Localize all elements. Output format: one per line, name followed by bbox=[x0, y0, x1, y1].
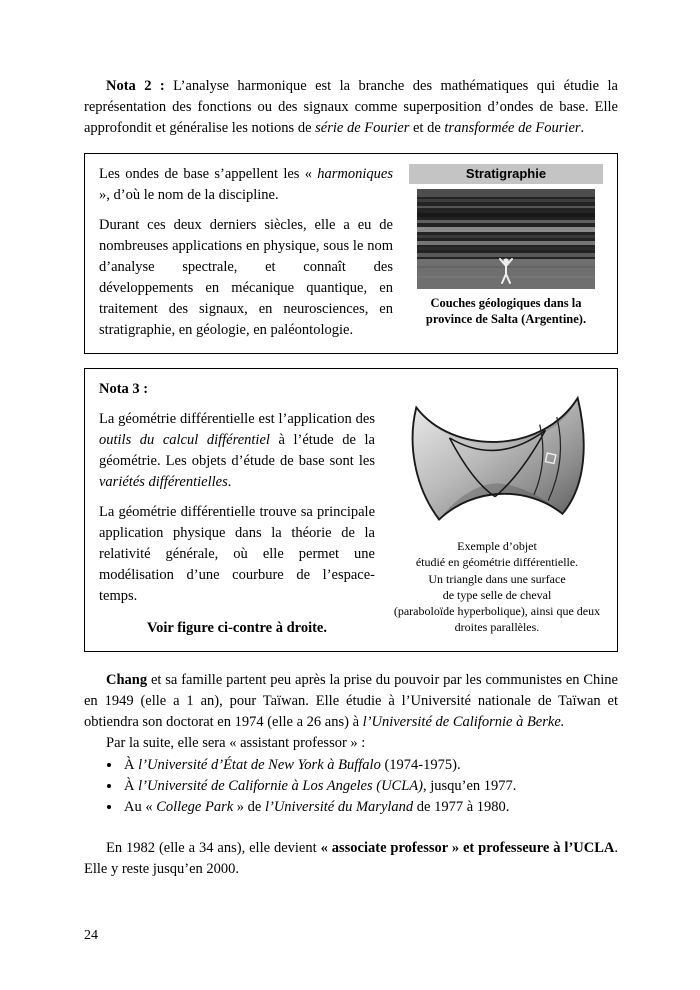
nota2-italic-serie-de-fourier: série de Fourier bbox=[315, 120, 410, 137]
harmoniques-note-box bbox=[84, 153, 618, 354]
chang-name: Chang bbox=[106, 672, 148, 689]
final-text-pre: En 1982 (elle a 34 ans), elle devient bbox=[106, 840, 321, 857]
saddle-caption-line-4: de type selle de cheval bbox=[442, 587, 552, 602]
saddle-caption-line-1: Exemple d’objet bbox=[457, 539, 537, 554]
list-item-buffalo bbox=[122, 755, 618, 776]
saddle-surface-frame bbox=[397, 379, 597, 536]
list-item-maryland bbox=[122, 797, 618, 818]
saddle-caption-line-2: étudié en géométrie différentielle. bbox=[415, 555, 579, 570]
bullet3-text-mid: » de bbox=[233, 799, 265, 816]
see-figure-note: Voir figure ci-contre à droite. bbox=[146, 620, 327, 637]
harmoniques-paragraph-2: Durant ces deux derniers siècles, elle a eu de nombreuses applications en physique, sous le nom d’analyse spectrale, et connaît des développements en mécanique quantique, en traitement des signaux, en neurosciences, en stratigraphie, en géologie, en paléontologie. bbox=[99, 217, 393, 339]
harmoniques-text-column bbox=[99, 164, 393, 341]
bullet1-italic-buffalo: l’Université d’État de New York à Buffalo bbox=[138, 757, 381, 774]
bullet3-italic-maryland: l’Université du Maryland bbox=[264, 799, 414, 816]
stratigraphie-figure-header: Stratigraphie bbox=[409, 164, 603, 184]
chang-italic-berkeley: l’Université de Californie à Berke. bbox=[362, 714, 565, 731]
chang-paragraph bbox=[84, 670, 618, 733]
bullet2-text-post: , jusqu’en 1977. bbox=[422, 778, 517, 795]
nota2-text-3: . bbox=[580, 120, 585, 137]
bullet1-text-post: (1974-1975). bbox=[380, 757, 461, 774]
harmoniques-paragraph-1 bbox=[99, 164, 393, 206]
nota3-text-column bbox=[99, 379, 375, 639]
box2-p1-italic-outils: outils du calcul différentiel bbox=[99, 432, 270, 449]
chang-suite-line: Par la suite, elle sera « assistant professor » : bbox=[106, 735, 366, 752]
nota2-text-2: et de bbox=[409, 120, 445, 137]
strata-photo bbox=[417, 189, 595, 289]
box2-p1-text-a: La géométrie différentielle est l’application des bbox=[99, 411, 375, 428]
box2-p1-text-c: . bbox=[227, 474, 232, 491]
bullet2-italic-ucla: l’Université de Californie à Los Angeles (UCLA) bbox=[138, 778, 423, 795]
bullet3-italic-college-park: College Park bbox=[156, 799, 234, 816]
nota2-italic-transformee-de-fourier: transformée de Fourier bbox=[444, 120, 581, 137]
positions-list bbox=[84, 755, 618, 818]
bullet3-text-post: de 1977 à 1980. bbox=[413, 799, 510, 816]
chang-biography-section bbox=[84, 670, 618, 880]
box2-p1-text-b: à l’étude de la géométrie. Les objets d’étude de base sont les bbox=[99, 432, 375, 470]
saddle-surface-image bbox=[397, 379, 597, 529]
box1-p1-text-b: », d’où le nom de la discipline. bbox=[99, 187, 279, 204]
box1-p1-italic-harmoniques: harmoniques bbox=[317, 166, 393, 183]
nota2-text-1: L’analyse harmonique est la branche des mathématiques qui étudie la représentation des fonctions ou des signaux comme superposition d’ondes de base. Elle approfondit et généralise les notions de bbox=[84, 78, 618, 137]
nota3-label: Nota 3 : bbox=[99, 381, 149, 398]
stratigraphie-figure bbox=[409, 164, 603, 341]
nota2-label: Nota 2 : bbox=[106, 78, 165, 94]
final-text-post: . Elle y reste jusqu’en 2000. bbox=[84, 840, 618, 878]
box2-p1-italic-varietes: variétés différentielles bbox=[99, 474, 228, 491]
chang-final-paragraph bbox=[84, 838, 618, 880]
page-number: 24 bbox=[84, 928, 98, 943]
saddle-caption-line-5: (paraboloïde hyperbolique), ainsi que deux bbox=[393, 603, 601, 618]
bullet3-text-pre: Au « bbox=[124, 799, 157, 816]
chang-text-1: et sa famille partent peu après la prise du pouvoir par les communistes en Chine en 1949 (elle a 1 an), pour Taïwan. Elle étudie à l’Université nationale de Taïwan et obtiendra son doctorat en 1974 (elle a 26 ans) à bbox=[84, 672, 618, 731]
nota2-paragraph bbox=[84, 76, 618, 139]
strata-photo-frame bbox=[417, 189, 595, 289]
nota3-label-line bbox=[99, 379, 375, 400]
list-item-ucla bbox=[122, 776, 618, 797]
final-bold-associate-professor: « associate professor » et professeure à l’UCLA bbox=[320, 840, 615, 857]
bullet1-text-pre: À bbox=[124, 757, 139, 774]
saddle-caption bbox=[391, 538, 603, 635]
saddle-figure bbox=[391, 379, 603, 639]
nota3-note-box bbox=[84, 368, 618, 652]
box1-p1-text-a: Les ondes de base s’appellent les « bbox=[99, 166, 318, 183]
nota3-paragraph-1 bbox=[99, 409, 375, 493]
nota3-paragraph-2: La géométrie différentielle trouve sa principale application physique dans la théorie de la relativité générale, où elle permet une modélisation d’une courbure de l’espace-temps. bbox=[99, 504, 375, 605]
bullet2-text-pre: À bbox=[124, 778, 139, 795]
saddle-caption-line-6: droites parallèles. bbox=[454, 620, 540, 635]
saddle-caption-line-3: Un triangle dans une surface bbox=[428, 571, 566, 586]
stratigraphie-caption: Couches géologiques dans la province de Salta (Argentine). bbox=[425, 296, 587, 327]
